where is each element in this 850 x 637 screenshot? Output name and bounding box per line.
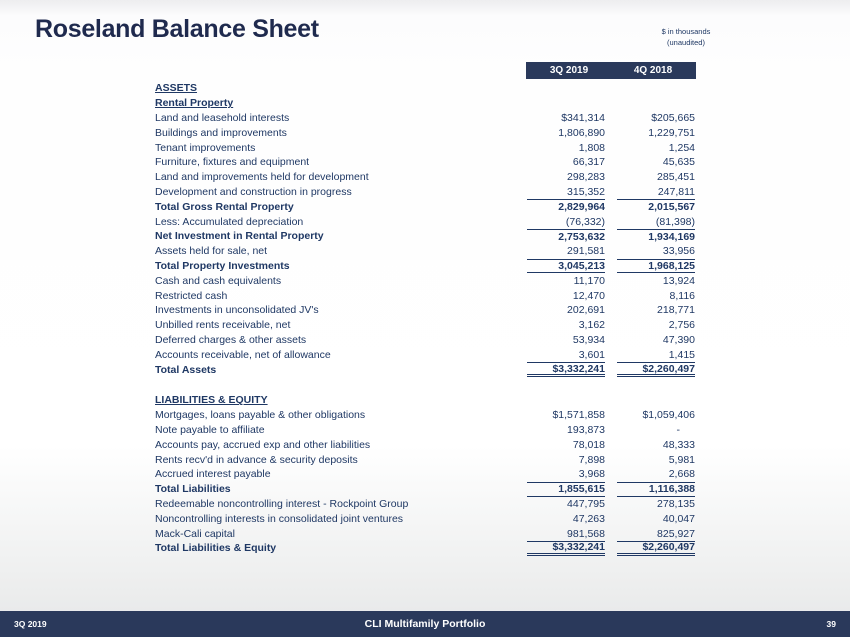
value-3q2019: $1,571,858 [552,409,605,422]
row-label: Note payable to affiliate [155,423,265,436]
value-4q2018: $205,665 [651,111,695,124]
value-3q2019: 11,170 [573,274,605,287]
column-gap [605,362,617,377]
units-note [648,26,724,48]
column-gap [605,96,617,111]
row-label: Development and construction in progress [155,185,352,198]
table-row [155,170,695,185]
row-label: Net Investment in Rental Property [155,230,324,243]
column-gap [605,125,617,140]
table-row [155,347,695,362]
row-label: Furniture, fixtures and equipment [155,156,310,169]
value-3q2019: 202,691 [567,304,605,317]
column-gap [605,423,617,438]
value-3q2019: 78,018 [572,438,605,451]
table-row [155,423,695,438]
column-gap [605,140,617,155]
row-label: Noncontrolling interests in consolidated joint ventures [155,512,404,525]
row-label: Tenant improvements [155,141,256,154]
value-4q2018: 47,390 [662,333,695,346]
row-label: Cash and cash equivalents [155,274,282,287]
value-4q2018: 33,956 [662,245,695,258]
table-spacer [155,377,695,393]
column-gap [605,437,617,452]
value-4q2018 [617,81,695,96]
value-4q2018: 1,116,388 [617,482,695,497]
table-row [155,511,695,526]
table-row [155,155,695,170]
value-3q2019 [527,81,605,96]
row-label: ASSETS [155,82,198,95]
table-row [155,452,695,467]
value-4q2018: 1,934,169 [617,229,695,244]
value-4q2018 [617,96,695,111]
value-4q2018: 1,415 [668,348,695,361]
table-row [155,81,695,96]
row-label: Rental Property [155,97,234,110]
footer-quarter: 3Q 2019 [14,619,47,629]
value-3q2019: 193,873 [567,423,605,436]
value-3q2019: 2,753,632 [527,229,605,244]
row-label: Restricted cash [155,289,228,302]
row-label: Mack-Cali capital [155,527,235,540]
value-3q2019: $3,332,241 [527,362,605,377]
row-label: Unbilled rents receivable, net [155,319,291,332]
value-4q2018: 247,811 [657,185,695,198]
table-row [155,333,695,348]
row-label: LIABILITIES & EQUITY [155,394,268,407]
table-row [155,244,695,259]
row-label: Less: Accumulated depreciation [155,215,304,228]
value-3q2019: 447,795 [567,497,605,510]
row-label: Total Assets [155,363,217,376]
column-header-3q2019: 3Q 2019 [549,65,589,76]
row-label: Mortgages, loans payable & other obligations [155,409,366,422]
value-4q2018: 8,116 [669,289,695,302]
table-row [155,273,695,288]
table-row [155,437,695,452]
row-label: Land and improvements held for development [155,171,369,184]
value-4q2018: 48,333 [662,438,695,451]
value-3q2019: 3,601 [578,348,605,361]
value-4q2018: 2,015,567 [617,199,695,214]
table-row [155,229,695,244]
column-gap [605,497,617,512]
column-gap [605,229,617,244]
row-label: Redeemable noncontrolling interest - Rockpoint Group [155,497,409,510]
value-4q2018: 218,771 [657,304,695,317]
column-gap [605,185,617,200]
column-gap [605,511,617,526]
column-gap [605,347,617,362]
value-3q2019: 53,934 [572,333,605,346]
footer-portfolio-title: CLI Multifamily Portfolio [364,618,486,630]
table-row [155,214,695,229]
value-4q2018: 5,981 [668,453,695,466]
row-label: Land and leasehold interests [155,111,290,124]
value-4q2018: $1,059,406 [642,409,695,422]
value-4q2018: 2,756 [668,319,695,332]
value-4q2018: 1,254 [668,141,695,154]
value-3q2019: 2,829,964 [527,199,605,214]
row-label: Accounts pay, accrued exp and other liabilities [155,438,371,451]
column-gap [605,214,617,229]
column-gap [605,526,617,541]
column-gap [605,333,617,348]
value-4q2018: 285,451 [657,171,695,184]
table-row [155,467,695,482]
column-gap [605,318,617,333]
table-row [155,199,695,214]
page-title: Roseland Balance Sheet [35,15,319,43]
value-4q2018: 13,924 [662,274,695,287]
row-label: Deferred charges & other assets [155,333,307,346]
row-label: Buildings and improvements [155,126,287,139]
value-3q2019: 1,855,615 [527,482,605,497]
table-row [155,125,695,140]
value-4q2018: - [676,423,680,436]
value-3q2019: 12,470 [572,289,605,302]
value-3q2019: 3,162 [578,319,605,332]
column-gap [605,111,617,126]
value-4q2018: $2,260,497 [617,541,695,556]
units-note-line1: $ in thousands [661,27,711,36]
value-4q2018: (81,398) [655,215,695,228]
table-row [155,318,695,333]
column-gap [605,244,617,259]
column-gap [605,155,617,170]
column-gap [605,259,617,274]
value-3q2019: 291,581 [567,245,605,258]
row-label: Investments in unconsolidated JV's [155,304,319,317]
value-3q2019 [527,96,605,111]
table-row [155,288,695,303]
column-gap [605,452,617,467]
row-label: Accrued interest payable [155,468,271,481]
value-3q2019: 3,968 [578,468,605,481]
value-4q2018: 2,668 [668,468,695,481]
value-3q2019: 981,568 [567,527,605,540]
column-header-4q2018: 4Q 2018 [633,65,673,76]
value-4q2018: 1,968,125 [617,259,695,274]
value-3q2019: 47,263 [572,512,605,525]
value-4q2018: 40,047 [662,512,695,525]
table-row [155,541,695,556]
column-gap [605,288,617,303]
column-gap [605,273,617,288]
column-gap [605,393,617,408]
row-label: Accounts receivable, net of allowance [155,348,331,361]
value-4q2018: 1,229,751 [648,126,695,139]
value-3q2019: 1,806,890 [558,126,605,139]
value-3q2019 [527,393,605,408]
column-gap [605,170,617,185]
table-row [155,140,695,155]
row-label: Total Gross Rental Property [155,200,294,213]
column-header-bar [527,63,695,78]
units-note-line2: (unaudited) [667,38,705,47]
value-3q2019: (76,332) [565,215,605,228]
value-4q2018: 825,927 [657,527,695,540]
value-4q2018 [617,393,695,408]
value-4q2018: 278,135 [657,497,695,510]
column-gap [605,199,617,214]
row-label: Total Liabilities & Equity [155,542,277,555]
column-gap [605,482,617,497]
value-3q2019: 298,283 [567,171,605,184]
value-4q2018: 45,635 [662,156,695,169]
row-label: Total Property Investments [155,259,290,272]
table-row [155,482,695,497]
value-3q2019: $3,332,241 [527,541,605,556]
table-row [155,393,695,408]
balance-sheet-table [155,81,695,556]
value-3q2019: $341,314 [561,111,605,124]
row-label: Rents recv'd in advance & security deposits [155,453,358,466]
table-row [155,303,695,318]
value-3q2019: 1,808 [578,141,605,154]
table-row [155,362,695,377]
table-row [155,497,695,512]
value-3q2019: 3,045,213 [527,259,605,274]
row-label: Total Liabilities [155,483,231,496]
column-gap [605,541,617,556]
table-row [155,96,695,111]
table-row [155,185,695,200]
column-gap [605,303,617,318]
table-row [155,408,695,423]
row-label: Assets held for sale, net [155,245,268,258]
column-gap [605,408,617,423]
value-3q2019: 66,317 [572,156,605,169]
column-gap [605,467,617,482]
value-3q2019: 7,898 [578,453,605,466]
value-4q2018: $2,260,497 [617,362,695,377]
table-row [155,259,695,274]
table-row [155,111,695,126]
table-row [155,526,695,541]
footer-page-number: 39 [826,619,836,629]
value-3q2019: 315,352 [567,185,605,198]
footer-bar [0,611,850,637]
column-gap [605,81,617,96]
